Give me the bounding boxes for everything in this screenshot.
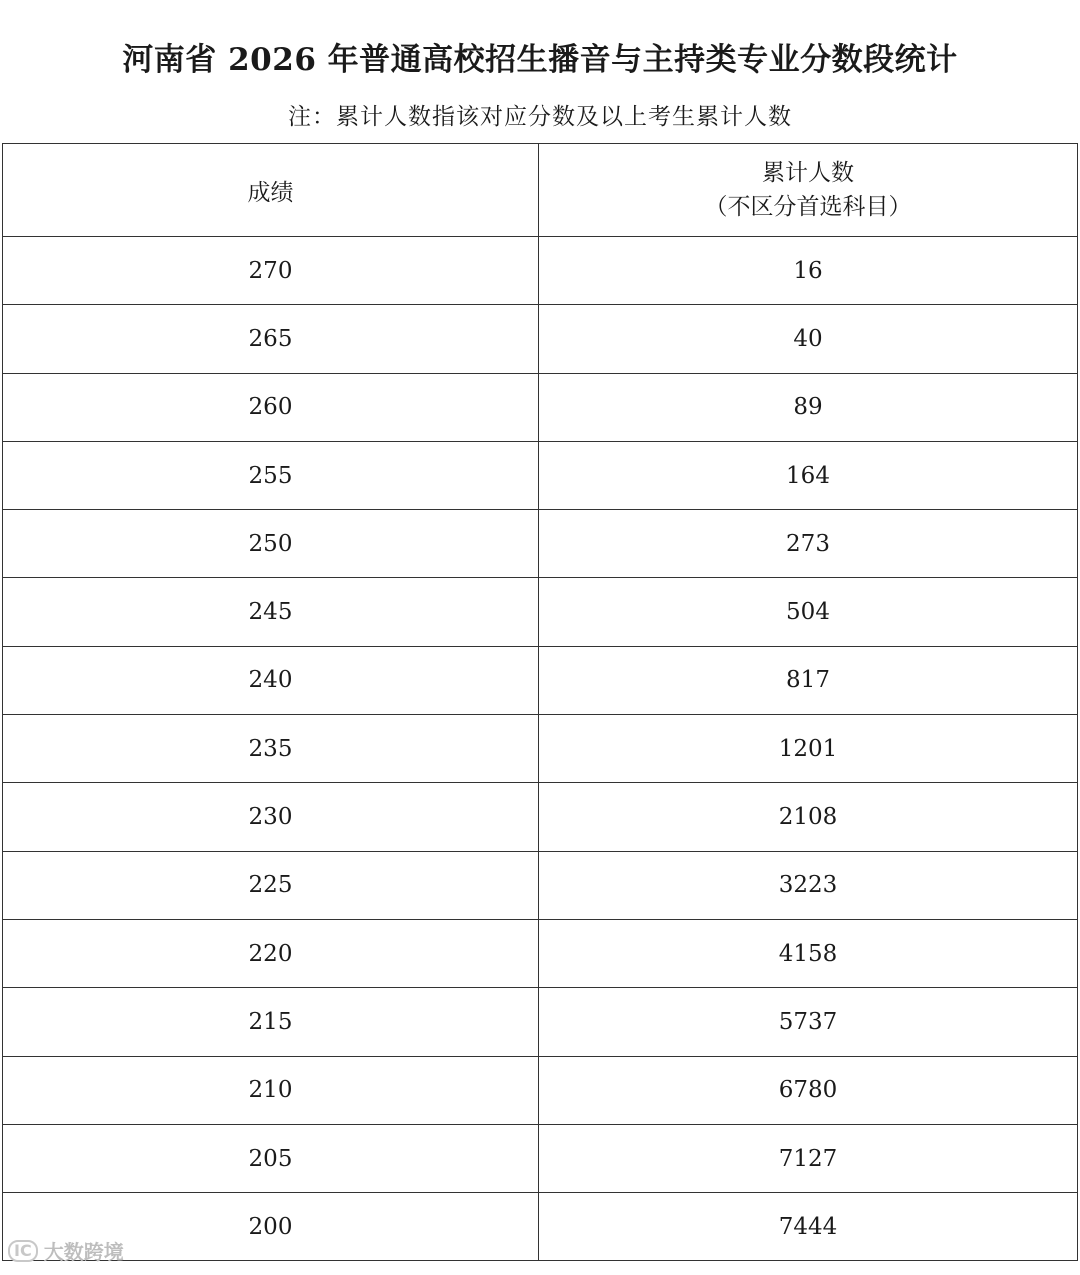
score-cell: 215 [3, 988, 539, 1056]
table-row [3, 919, 1078, 987]
score-cell: 235 [3, 715, 539, 783]
score-cell: 225 [3, 851, 539, 919]
cumulative-count-cell: 16 [539, 237, 1078, 305]
cumulative-count-cell: 3223 [539, 851, 1078, 919]
cumulative-count-cell: 6780 [539, 1056, 1078, 1124]
cumulative-header-line1: 累计人数 [762, 160, 854, 186]
cumulative-count-cell: 7127 [539, 1124, 1078, 1192]
table-row [3, 851, 1078, 919]
score-cell: 220 [3, 919, 539, 987]
cumulative-header-line2: （不区分首选科目） [704, 194, 912, 220]
table-row [3, 1056, 1078, 1124]
table-row [3, 578, 1078, 646]
score-cell: 200 [3, 1193, 539, 1261]
cumulative-count-cell: 5737 [539, 988, 1078, 1056]
watermark [8, 1236, 124, 1265]
cumulative-count-cell: 40 [539, 305, 1078, 373]
cumulative-count-cell: 1201 [539, 715, 1078, 783]
table-row [3, 1124, 1078, 1192]
table-row [3, 510, 1078, 578]
score-cell: 255 [3, 441, 539, 509]
score-cell: 270 [3, 237, 539, 305]
table-row [3, 715, 1078, 783]
table-row [3, 441, 1078, 509]
score-column-header: 成绩 [3, 144, 539, 237]
table-row [3, 988, 1078, 1056]
cumulative-count-column-header [539, 144, 1078, 237]
score-cell: 250 [3, 510, 539, 578]
cumulative-count-cell: 89 [539, 373, 1078, 441]
score-cell: 230 [3, 783, 539, 851]
score-cell: 210 [3, 1056, 539, 1124]
table-row [3, 237, 1078, 305]
cumulative-count-cell: 7444 [539, 1193, 1078, 1261]
score-cell: 240 [3, 646, 539, 714]
cumulative-count-cell: 504 [539, 578, 1078, 646]
table-header-row [3, 144, 1078, 237]
cumulative-count-cell: 817 [539, 646, 1078, 714]
watermark-logo-icon: IC [8, 1240, 38, 1262]
cumulative-count-cell: 2108 [539, 783, 1078, 851]
score-cell: 265 [3, 305, 539, 373]
table-row [3, 373, 1078, 441]
table-row [3, 1193, 1078, 1261]
score-cell: 205 [3, 1124, 539, 1192]
cumulative-count-cell: 273 [539, 510, 1078, 578]
table-row [3, 646, 1078, 714]
cumulative-count-cell: 164 [539, 441, 1078, 509]
cumulative-count-cell: 4158 [539, 919, 1078, 987]
table-row [3, 305, 1078, 373]
score-distribution-table [2, 143, 1078, 1261]
table-row [3, 783, 1078, 851]
score-cell: 245 [3, 578, 539, 646]
score-cell: 260 [3, 373, 539, 441]
watermark-text: 大数跨境 [43, 1240, 124, 1264]
table-note: 注：累计人数指该对应分数及以上考生累计人数 [288, 104, 792, 130]
page-title: 河南省 2026 年普通高校招生播音与主持类专业分数段统计 [122, 42, 958, 78]
